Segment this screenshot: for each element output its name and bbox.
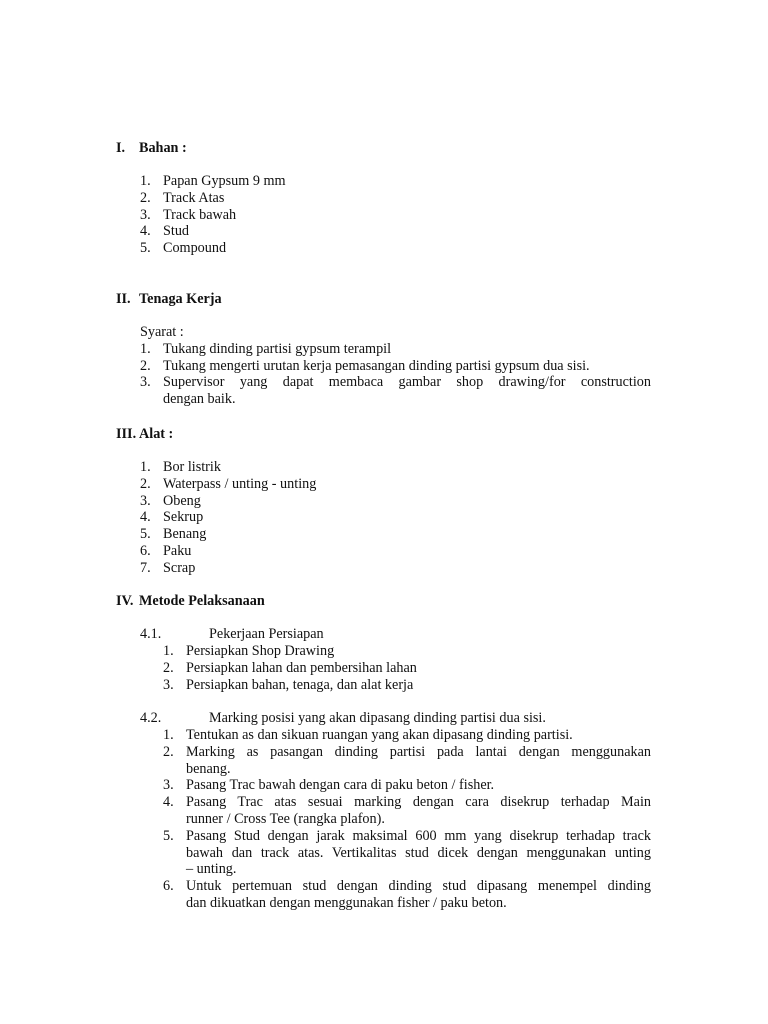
item-number: 1. (140, 340, 151, 357)
item-number: 4. (163, 794, 174, 811)
list-item (140, 207, 651, 224)
item-text: Persiapkan lahan dan pembersihan lahan (186, 659, 417, 676)
item-text: Waterpass / unting - unting (163, 475, 317, 492)
list-item (140, 543, 651, 560)
item-text: dan dikuatkan dengan menggunakan fisher / paku beton. (186, 894, 507, 911)
list-item (140, 358, 651, 375)
section-title: Alat : (139, 426, 174, 442)
list-4-2 (163, 727, 651, 912)
list-item (140, 173, 651, 190)
item-number: 5. (140, 240, 151, 257)
list-item (140, 476, 651, 493)
list-item (163, 727, 651, 744)
list-bahan (140, 173, 651, 257)
item-text: Supervisor yang dapat membaca gambar shop drawing/for construction (163, 374, 651, 391)
list-item (140, 190, 651, 207)
item-text: bawah dan track atas. Vertikalitas stud dicek dengan menggunakan unting (186, 844, 651, 861)
item-number: 3. (140, 206, 151, 223)
item-number: 3. (140, 374, 151, 391)
list-item (140, 493, 651, 510)
item-number: 2. (140, 475, 151, 492)
item-number: 4. (140, 509, 151, 526)
list-item-continuation (163, 845, 651, 862)
section-heading-tenaga-kerja (116, 291, 222, 308)
item-text: Tukang dinding partisi gypsum terampil (163, 340, 392, 357)
item-text: Obeng (163, 492, 201, 509)
item-number: 1. (140, 459, 151, 475)
list-item (140, 223, 651, 240)
section-heading-alat (116, 426, 173, 443)
item-number: 3. (163, 676, 174, 693)
list-item-continuation (163, 811, 651, 828)
list-item (140, 560, 651, 577)
subsection-title: Marking posisi yang akan dipasang dinding partisi dua sisi. (209, 710, 546, 726)
list-item (163, 677, 651, 694)
list-alat (140, 459, 651, 577)
section-number: III. (116, 426, 137, 442)
list-item-continuation (163, 761, 651, 778)
list-item (140, 509, 651, 526)
item-text: Tentukan as dan sikuan ruangan yang akan dipasang dinding partisi. (186, 727, 573, 743)
item-text: Stud (163, 223, 190, 240)
item-number: 6. (140, 542, 151, 559)
intro-text: Syarat : (140, 324, 184, 340)
section-heading-metode-pelaksanaan (116, 593, 265, 610)
item-number: 3. (140, 492, 151, 509)
list-item (163, 828, 651, 845)
item-text: Paku (163, 542, 192, 559)
subsection-heading (140, 710, 651, 727)
item-number: 5. (163, 827, 174, 844)
list-item (140, 341, 651, 358)
item-text: Pasang Trac bawah dengan cara di paku beton / fisher. (186, 777, 495, 794)
subsection-4-1-heading (140, 626, 651, 643)
list-item (140, 526, 651, 543)
item-text: Persiapkan bahan, tenaga, dan alat kerja (186, 676, 414, 693)
subsection-title: Pekerjaan Persiapan (209, 626, 324, 642)
item-text: – unting. (186, 861, 237, 878)
item-text: Persiapkan Shop Drawing (186, 643, 335, 659)
item-number: 1. (163, 643, 174, 659)
item-text: dengan baik. (163, 391, 236, 408)
item-number: 1. (140, 173, 151, 189)
list-item (140, 374, 651, 391)
item-number: 6. (163, 878, 174, 895)
item-number: 7. (140, 559, 151, 576)
list-tenaga-kerja (140, 324, 651, 408)
item-number: 4. (140, 223, 151, 240)
subsection-number: 4.2. (140, 710, 162, 726)
item-text: Pasang Trac atas sesuai marking dengan cara disekrup terhadap Main (186, 794, 651, 811)
list-item (163, 660, 651, 677)
section-title: Bahan : (139, 140, 187, 156)
list-item (163, 777, 651, 794)
list-intro (140, 324, 651, 341)
item-number: 3. (163, 777, 174, 794)
list-item (163, 794, 651, 811)
section-number: I. (116, 140, 126, 156)
item-number: 1. (163, 727, 174, 743)
list-item (163, 643, 651, 660)
item-text: Pasang Stud dengan jarak maksimal 600 mm yang disekrup terhadap track (186, 827, 651, 844)
section-title: Metode Pelaksanaan (139, 593, 265, 609)
item-text: Scrap (163, 559, 196, 576)
item-text: Papan Gypsum 9 mm (163, 173, 286, 189)
item-text: Compound (163, 240, 227, 257)
list-4-1 (163, 643, 651, 693)
list-item (163, 744, 651, 761)
item-text: Track Atas (163, 189, 225, 206)
list-item (163, 878, 651, 895)
item-text: Tukang mengerti urutan kerja pemasangan dinding partisi gypsum dua sisi. (163, 357, 590, 374)
item-text: Sekrup (163, 509, 204, 526)
item-text: runner / Cross Tee (rangka plafon). (186, 810, 385, 827)
item-number: 2. (163, 743, 174, 760)
item-text: benang. (186, 760, 231, 777)
list-item-continuation (163, 895, 651, 912)
section-title: Tenaga Kerja (139, 291, 222, 307)
item-text: Marking as pasangan dinding partisi pada lantai dengan menggunakan (186, 743, 651, 760)
item-text: Benang (163, 526, 207, 543)
item-text: Track bawah (163, 206, 237, 223)
list-item (140, 459, 651, 476)
subsection-number: 4.1. (140, 626, 162, 642)
list-item-continuation (163, 861, 651, 878)
item-number: 2. (140, 357, 151, 374)
list-item-continuation (140, 391, 651, 408)
item-text: Untuk pertemuan stud dengan dinding stud dipasang menempel dinding (186, 878, 651, 895)
subsection-heading (140, 626, 651, 643)
item-text: Bor listrik (163, 459, 221, 475)
subsection-4-2-heading (140, 710, 651, 727)
item-number: 2. (140, 189, 151, 206)
section-number: IV. (116, 593, 134, 609)
list-item (140, 240, 651, 257)
section-number: II. (116, 291, 131, 307)
section-heading-bahan (116, 140, 187, 157)
item-number: 5. (140, 526, 151, 543)
item-number: 2. (163, 659, 174, 676)
